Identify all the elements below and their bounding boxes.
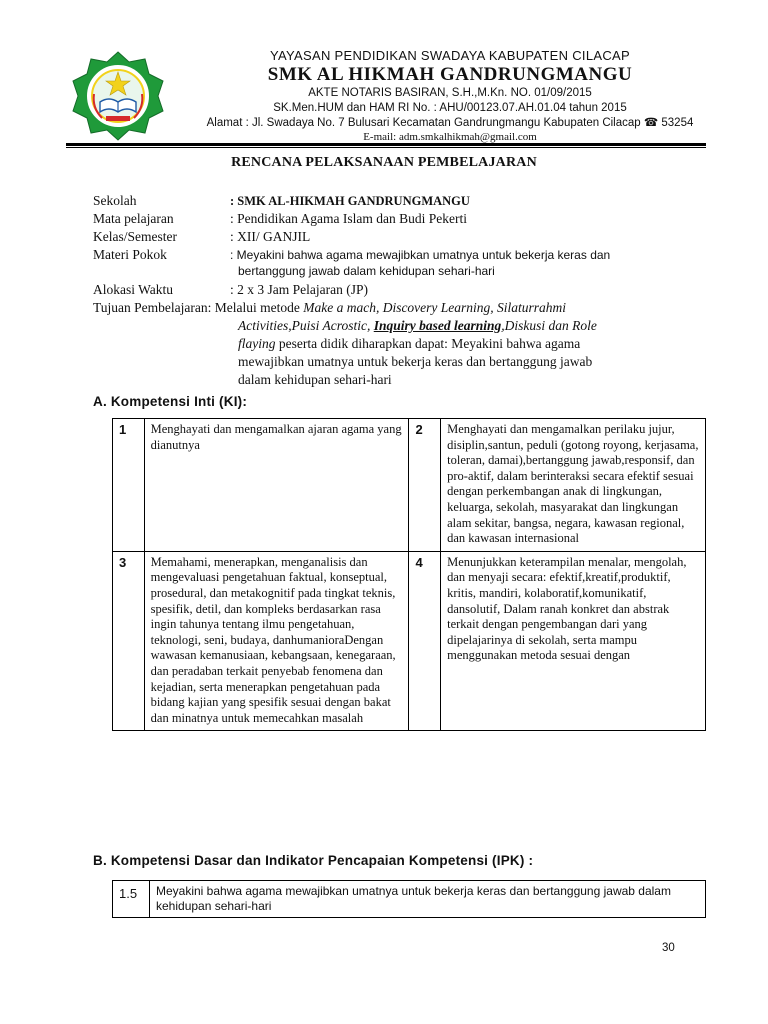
- ki-text: Menghayati dan mengamalkan perilaku jujur, disiplin,santun, peduli (gotong royong, kerjasama, toleran, damai),bertanggung jawab,responsif, dan pro-aktif, dalam berinteraksi secara efektif sesuai dengan perkembangan anak di lingkungan, keluarga, sekolah, masyarakat dan lingkungan alam sekitar, bangsa, negara, kawasan regional, dan kawasan internasional: [441, 419, 706, 552]
- ki-number: 3: [113, 551, 145, 731]
- kd-number: 1.5: [113, 881, 150, 918]
- document-title: RENCANA PELAKSANAAN PEMBELAJARAN: [231, 155, 537, 170]
- topic-value-line-2: bertanggung jawab dalam kehidupan sehari-hari: [238, 264, 495, 278]
- purpose-methods-3: ,Diskusi dan Role: [501, 318, 597, 333]
- purpose-label: Tujuan Pembelajaran:: [93, 300, 212, 315]
- class-value: : XII/ GANJIL: [230, 229, 311, 244]
- page-number: 30: [662, 942, 675, 954]
- subject-value: : Pendidikan Agama Islam dan Budi Pekerti: [230, 211, 467, 226]
- ki-number: 4: [409, 551, 441, 731]
- info-row-class: [93, 228, 713, 246]
- notary-line: AKTE NOTARIS BASIRAN, S.H.,M.Kn. NO. 01/09/2015: [308, 87, 592, 99]
- ki-number: 2: [409, 419, 441, 552]
- email-line: E-mail: adm.smkalhikmah@gmail.com: [363, 131, 537, 143]
- table-row: [113, 551, 706, 731]
- purpose-methods-2: Activities,Puisi Acrostic,: [238, 318, 374, 333]
- foundation-name: YAYASAN PENDIDIKAN SWADAYA KABUPATEN CILACAP: [270, 48, 630, 63]
- time-value: : 2 x 3 Jam Pelajaran (JP): [230, 282, 368, 297]
- table-row: [113, 419, 706, 552]
- decree-line: SK.Men.HUM dan HAM RI No. : AHU/00123.07.AH.01.04 tahun 2015: [273, 102, 627, 114]
- ki-text: Menunjukkan keterampilan menalar, mengolah, dan menyaji secara: efektif,kreatif,produktif, kritis, mandiri, kolaboratif,komunikatif, dansolutif, Dalam ranah konkret dan abstrak terkait dengan pengembangan dari yang dipelajarinya di sekolah, serta mampu menggunakan metoda sesuai dengan: [441, 551, 706, 731]
- lesson-info: [93, 192, 713, 389]
- info-row-topic: [93, 246, 713, 279]
- topic-label: Materi Pokok: [93, 247, 167, 262]
- purpose-text: Melalui metode: [211, 300, 304, 315]
- time-label: Alokasi Waktu: [93, 282, 174, 297]
- letterhead: [170, 48, 730, 144]
- learning-objective: [93, 299, 713, 389]
- class-label: Kelas/Semester: [93, 229, 177, 244]
- purpose-method-inquiry: Inquiry based learning: [373, 318, 502, 333]
- letterhead-divider-thin: [66, 147, 706, 148]
- topic-value-line-1: : Meyakini bahwa agama mewajibkan umatnya untuk bekerja keras dan: [230, 248, 611, 262]
- purpose-methods: Make a mach, Discovery Learning, Silaturrahmi: [303, 300, 567, 315]
- school-crest-logo: [66, 50, 170, 142]
- school-value: : SMK AL-HIKMAH GANDRUNGMANGU: [230, 194, 470, 208]
- ki-number: 1: [113, 419, 145, 552]
- school-label: Sekolah: [93, 193, 137, 208]
- address-line: Alamat : Jl. Swadaya No. 7 Bulusari Kecamatan Gandrungmangu Kabupaten Cilacap ☎ 53254: [206, 117, 694, 129]
- school-name: SMK AL HIKMAH GANDRUNGMANGU: [267, 64, 633, 85]
- section-b-heading: B. Kompetensi Dasar dan Indikator Pencapaian Kompetensi (IPK) :: [93, 853, 534, 868]
- purpose-text-2: peserta didik diharapkan dapat: Meyakini bahwa agama: [275, 336, 581, 351]
- subject-label: Mata pelajaran: [93, 211, 174, 226]
- info-row-time: [93, 281, 713, 299]
- ki-text: Menghayati dan mengamalkan ajaran agama yang dianutnya: [144, 419, 409, 552]
- letterhead-divider: [66, 143, 706, 146]
- info-row-school: [93, 192, 713, 210]
- ki-text: Memahami, menerapkan, menganalisis dan mengevaluasi pengetahuan faktual, konseptual, prosedural, dan metakognitif pada tingkat teknis, spesifik, detil, dan kompleks berdasarkan rasa ingin tahunya tentang ilmu pengetahuan, teknologi, seni, budaya, danhumanioraDengan wawasan kemanusiaan, kebangsaan, kenegaraan, dan peradaban terkait penyebab fenomena dan kejadian, serta menerapkan pengetahuan pada bidang kajian yang spesifik sesuai dengan bakat dan minatnya untuk memecahkan masalah: [144, 551, 409, 731]
- purpose-method-roleplay: flaying: [238, 336, 276, 351]
- core-competency-table: [112, 418, 706, 731]
- kd-text: Meyakini bahwa agama mewajibkan umatnya untuk bekerja keras dan bertanggung jawab dalam kehidupan sehari-hari: [150, 881, 706, 918]
- table-row: [113, 881, 706, 918]
- info-row-subject: [93, 210, 713, 228]
- purpose-text-4: dalam kehidupan sehari-hari: [238, 372, 392, 387]
- purpose-text-3: mewajibkan umatnya untuk bekerja keras dan bertanggung jawab: [238, 354, 593, 369]
- section-a-heading: A. Kompetensi Inti (KI):: [93, 394, 248, 409]
- basic-competency-table: [112, 880, 706, 918]
